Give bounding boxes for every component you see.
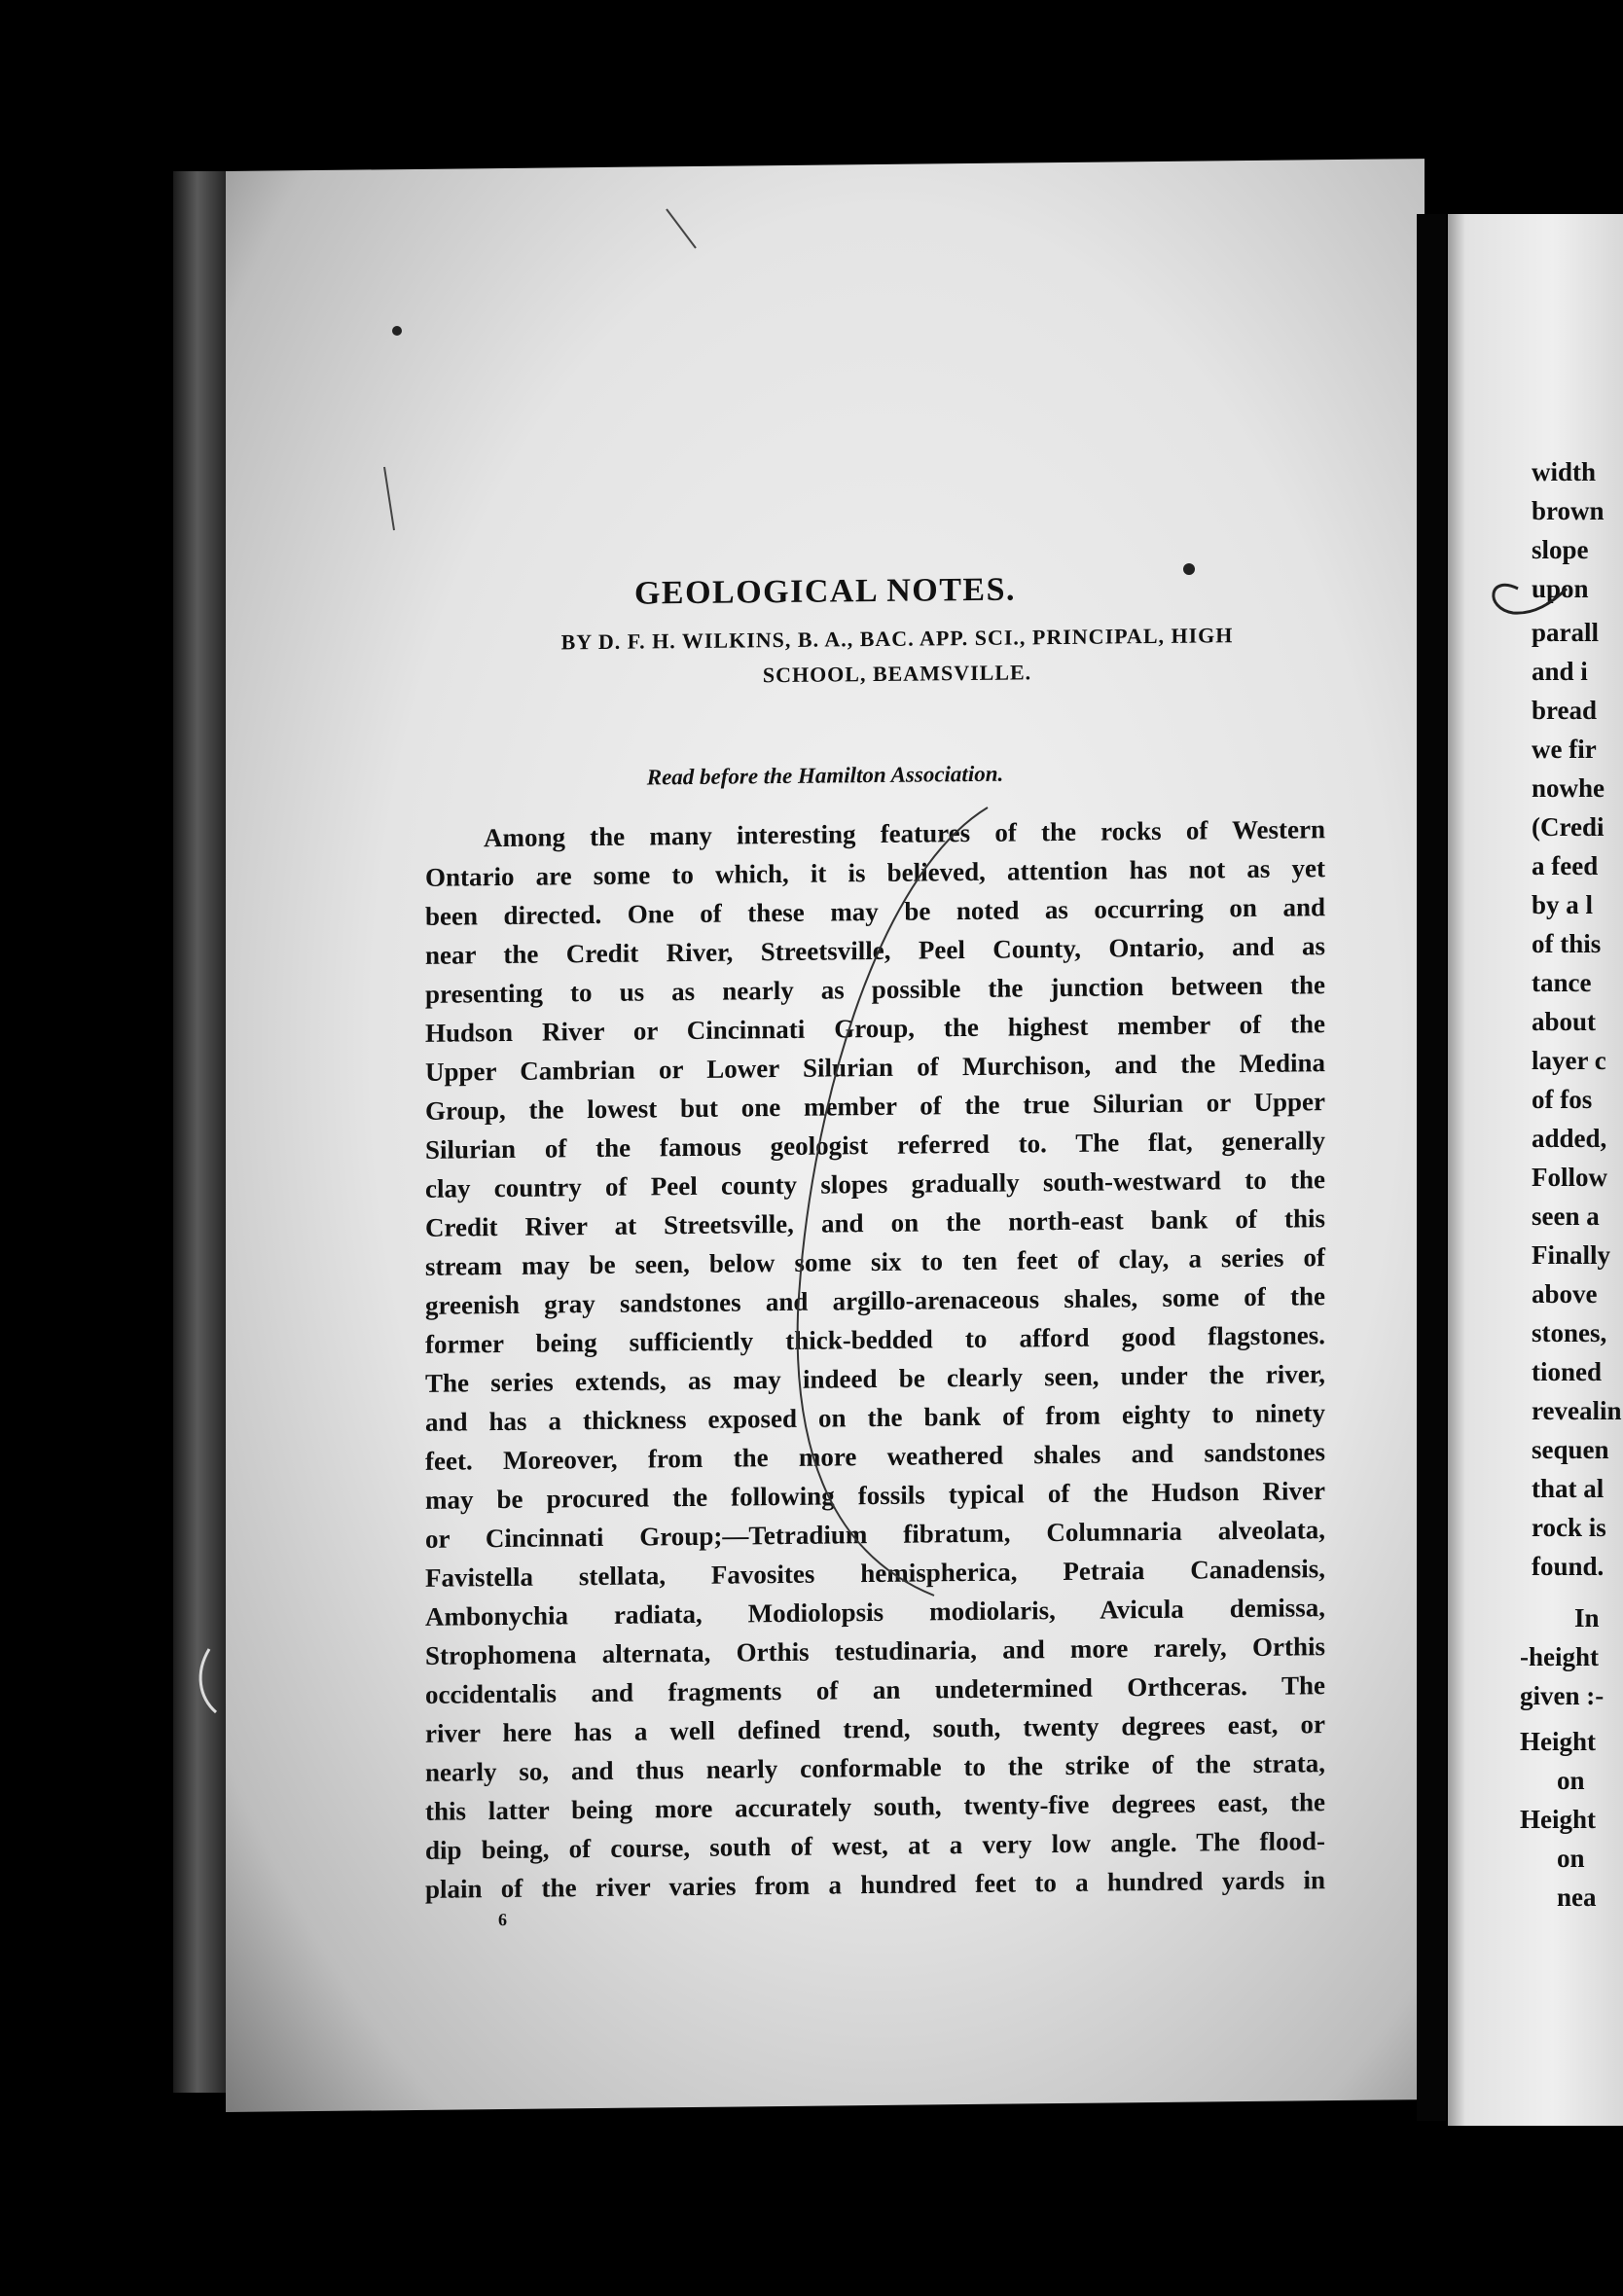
right-page-line: seen a xyxy=(1532,1202,1600,1231)
right-page-line: Finally xyxy=(1532,1240,1611,1270)
body-line: been directed. One of these may be noted as occurring on and xyxy=(425,892,1325,931)
body-line: this latter being more accurately south, twenty-five degrees east, the xyxy=(425,1787,1325,1826)
right-page-line: slope xyxy=(1532,535,1589,564)
page-gutter xyxy=(1417,214,1446,2121)
book-spine-shadow xyxy=(173,171,234,2093)
body-line: nearly so, and thus nearly conformable to the strike of the strata, xyxy=(425,1748,1325,1787)
right-page-line: that al xyxy=(1532,1474,1605,1503)
body-line: near the Credit River, Streetsville, Peel County, Ontario, and as xyxy=(425,931,1325,970)
body-line: Ontario are some to which, it is believed, attention has not as yet xyxy=(425,853,1325,892)
article-title: GEOLOGICAL NOTES. xyxy=(633,571,1017,612)
right-page-line: nea xyxy=(1557,1883,1597,1912)
body-line: The series extends, as may indeed be clearly seen, under the river, xyxy=(425,1359,1325,1398)
right-page-line: Height xyxy=(1520,1805,1596,1834)
body-line: clay country of Peel county slopes gradually south-westward to the xyxy=(425,1165,1325,1203)
body-line: stream may be seen, below some six to ten feet of clay, a series of xyxy=(425,1242,1325,1281)
body-line: former being sufficiently thick-bedded to afford good flagstones. xyxy=(425,1320,1325,1359)
right-page-line: of fos xyxy=(1532,1085,1593,1114)
right-page-line: upon xyxy=(1532,574,1589,603)
body-line: may be procured the following fossils typical of the Hudson River xyxy=(425,1476,1325,1515)
right-page-line: In xyxy=(1574,1603,1600,1632)
right-page-line: rock is xyxy=(1532,1513,1606,1542)
body-line: Credit River at Streetsville, and on the north-east bank of this xyxy=(425,1203,1325,1242)
right-page-line: nowhe xyxy=(1532,773,1605,803)
page-number: 6 xyxy=(498,1909,507,1930)
left-page xyxy=(226,159,1425,2112)
right-page-line: on xyxy=(1557,1766,1585,1795)
byline-line-2: SCHOOL, BEAMSVILLE. xyxy=(762,660,1032,688)
right-page-line: sequen xyxy=(1532,1435,1609,1464)
body-line: Among the many interesting features of the rocks of Western xyxy=(484,814,1325,853)
body-line: Upper Cambrian or Lower Silurian of Murchison, and the Medina xyxy=(425,1048,1325,1087)
right-page-line: found. xyxy=(1532,1552,1605,1581)
body-line: occidentalis and fragments of an undetermined Orthceras. The xyxy=(425,1670,1325,1709)
byline-line-1: BY D. F. H. WILKINS, B. A., BAC. APP. SCI., PRINCIPAL, HIGH xyxy=(560,623,1234,655)
right-page xyxy=(1448,214,1623,2126)
right-page-line: width xyxy=(1532,457,1597,486)
right-page-line: tioned xyxy=(1532,1357,1603,1386)
body-line: plain of the river varies from a hundred feet to a hundred yards in xyxy=(425,1865,1325,1904)
author-byline xyxy=(450,617,1345,697)
right-page-line: and i xyxy=(1532,657,1588,686)
right-page-line: of this xyxy=(1532,929,1602,958)
body-line: greenish gray sandstones and argillo-arenaceous shales, some of the xyxy=(425,1281,1325,1320)
body-line: river here has a well defined trend, south, twenty degrees east, or xyxy=(425,1709,1325,1748)
body-line: dip being, of course, south of west, at a very low angle. The flood- xyxy=(425,1826,1325,1865)
body-line: presenting to us as nearly as possible the junction between the xyxy=(425,970,1325,1009)
right-page-line: a feed xyxy=(1532,851,1599,880)
right-page-line: (Credi xyxy=(1532,812,1605,842)
right-page-line: about xyxy=(1532,1007,1597,1036)
right-page-line: above xyxy=(1532,1279,1598,1309)
body-line: or Cincinnati Group;—Tetradium fibratum, Columnaria alveolata, xyxy=(425,1515,1325,1554)
right-page-line: layer c xyxy=(1532,1046,1606,1075)
right-page-line: stones, xyxy=(1532,1318,1607,1347)
right-page-line: added, xyxy=(1532,1124,1607,1153)
right-page-line: revealin xyxy=(1532,1396,1622,1425)
read-before-note: Read before the Hamilton Association. xyxy=(646,761,1004,790)
right-page-line: given :- xyxy=(1520,1681,1605,1710)
right-page-line: we fir xyxy=(1532,735,1597,764)
right-page-line: Follow xyxy=(1532,1163,1607,1192)
right-page-line: bread xyxy=(1532,696,1598,725)
right-page-line: parall xyxy=(1532,618,1600,647)
right-page-line: on xyxy=(1557,1844,1585,1873)
body-line: and has a thickness exposed on the bank of from eighty to ninety xyxy=(425,1398,1325,1437)
body-line: Group, the lowest but one member of the true Silurian or Upper xyxy=(425,1087,1325,1126)
body-line: Favistella stellata, Favosites hemispherica, Petraia Canadensis, xyxy=(425,1554,1325,1593)
right-page-line: tance xyxy=(1532,968,1592,997)
body-line: Strophomena alternata, Orthis testudinaria, and more rarely, Orthis xyxy=(425,1632,1325,1670)
right-page-line: Height xyxy=(1520,1727,1596,1756)
body-line: Ambonychia radiata, Modiolopsis modiolaris, Avicula demissa, xyxy=(425,1593,1325,1632)
body-line: Silurian of the famous geologist referred to. The flat, generally xyxy=(425,1126,1325,1165)
right-page-line: -height xyxy=(1520,1642,1599,1671)
right-page-line: brown xyxy=(1532,496,1605,525)
body-line: Hudson River or Cincinnati Group, the highest member of the xyxy=(425,1009,1325,1048)
right-page-line: by a l xyxy=(1532,890,1594,919)
body-line: feet. Moreover, from the more weathered shales and sandstones xyxy=(425,1437,1325,1476)
